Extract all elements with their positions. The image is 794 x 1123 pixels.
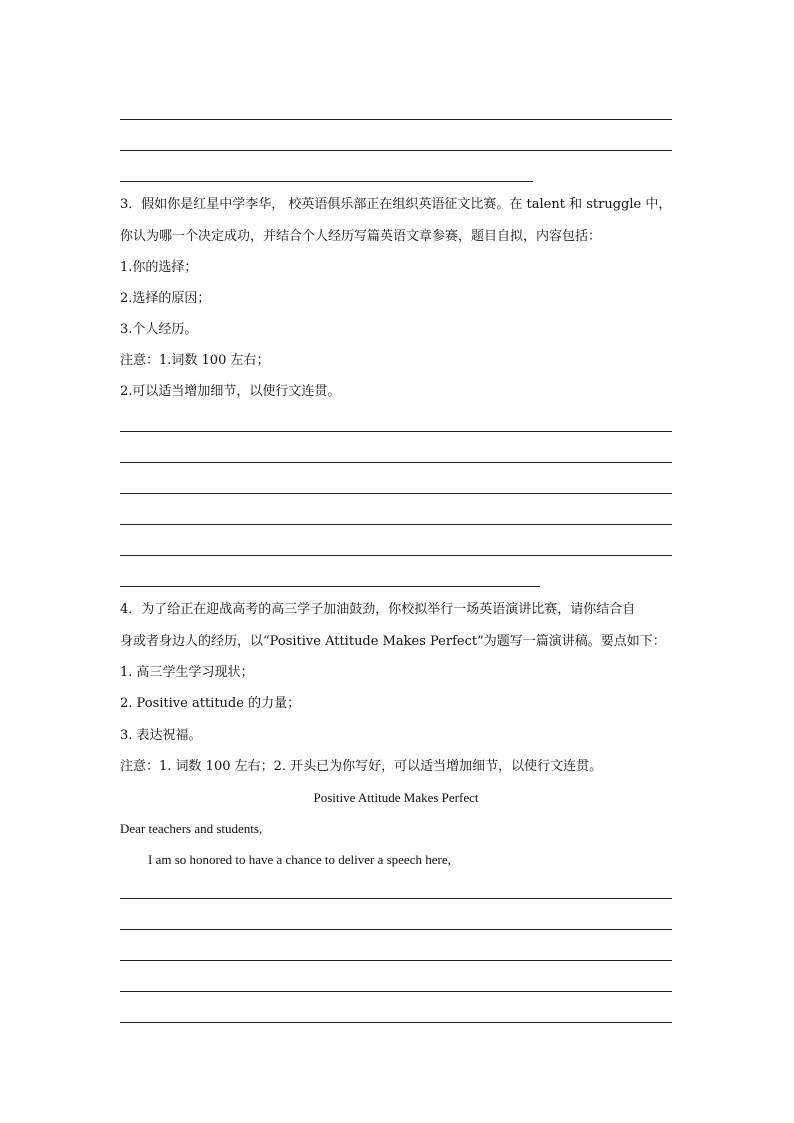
q3-answer-line: [120, 493, 672, 494]
q3-prompt-line-2: 你认为哪一个决定成功，并结合个人经历写篇英语文章参赛，题目自拟，内容包括：: [120, 229, 602, 244]
q3-answer-line: [120, 462, 672, 463]
q4-answer-line: [120, 898, 672, 899]
answer-line: [120, 150, 672, 151]
q4-opening-sentence: I am so honored to have a chance to deliver a speech here,: [148, 852, 451, 867]
q4-answer-line: [120, 960, 672, 961]
q4-point-1: 1. 高三学生学习现状；: [120, 665, 254, 680]
q3-answer-line: [120, 431, 672, 432]
q4-answer-line: [120, 1022, 672, 1023]
q4-salutation: Dear teachers and students,: [120, 821, 263, 836]
q3-point-3: 3.个人经历。: [120, 322, 198, 337]
q3-answer-line-short: [120, 586, 540, 587]
q3-point-1: 1.你的选择；: [120, 260, 198, 275]
q3-prompt-line-1: 3．假如你是红星中学李华， 校英语俱乐部正在组织英语征文比赛。在 talent 和 struggle 中，: [120, 197, 672, 212]
q3-note-1: 注意：1.词数 100 左右；: [120, 353, 270, 368]
answer-line-short: [120, 181, 533, 182]
answer-line: [120, 119, 672, 120]
q3-note-2: 2.可以适当增加细节，以使行文连贯。: [120, 384, 341, 399]
q4-answer-line: [120, 929, 672, 930]
q4-point-3: 3. 表达祝福。: [120, 728, 202, 743]
q4-point-2: 2. Positive attitude 的力量；: [120, 696, 301, 711]
q4-answer-line: [120, 991, 672, 992]
q4-essay-title: Positive Attitude Makes Perfect: [313, 790, 479, 805]
q4-prompt-line-1: 4．为了给正在迎战高考的高三学子加油鼓劲，你校拟举行一场英语演讲比赛，请你结合自: [120, 602, 636, 617]
q4-prompt-line-2: 身或者身边人的经历，以“Positive Attitude Makes Perfect”为题写一篇演讲稿。要点如下：: [120, 634, 666, 649]
q4-note: 注意：1. 词数 100 左右；2. 开头已为你写好，可以适当增加细节，以使行文连贯。: [120, 759, 603, 774]
q3-answer-line: [120, 524, 672, 525]
q3-point-2: 2.选择的原因；: [120, 291, 211, 306]
q3-answer-line: [120, 555, 672, 556]
